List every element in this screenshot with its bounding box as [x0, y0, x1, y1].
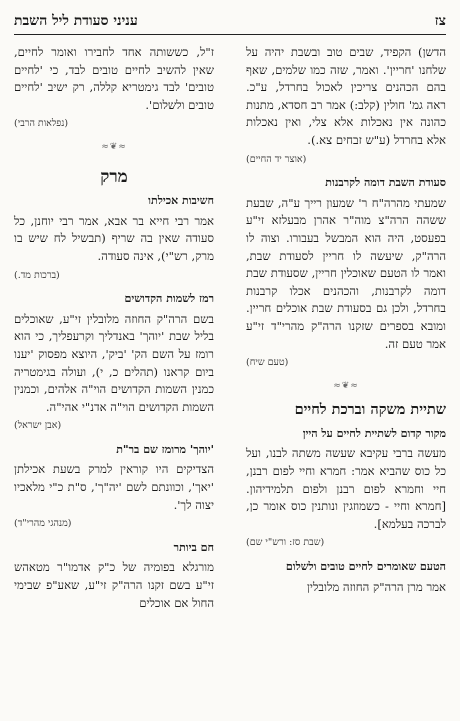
paragraph: הצדיקים היו קוראין למרק בשעת אכילתן 'יאך', וכוונתם לשם 'יה"ך', ס"ת כ"י מלאכיו יצוה לך'. [14, 462, 214, 512]
section-heading: מרק [100, 166, 128, 187]
ornament-divider: ≈❦≈ [333, 380, 359, 391]
paragraph: מעשה ברבי עקיבא שעשה משתה לבנו, ועל כל כוס שהביא אמר: חמרא וחיי לפום רבנן, חיי וחמרא לפום רבנן ולפום תלמידיהון. [חמרא וחיי - כשמוזגין ונותנין כוס אומר כן, לברכה בעלמא]. [246, 446, 446, 531]
section-heading: שתיית משקה וברכת לחיים [294, 401, 446, 419]
page-header [14, 8, 446, 35]
subheading: 'יוהך' מרומז שם בר"ת [116, 442, 214, 456]
source-citation: (שבת סז: ורש"י שם) [246, 537, 325, 549]
source-citation: (טעם שיח) [246, 357, 289, 369]
source-citation: (מנהגי מהרי"ד) [14, 518, 72, 530]
paragraph: אמר רבי חייא בר אבא, אמר רבי יוחנן, כל סעודה שאין בה שריף (תבשיל לח שיש בו מרק, רש"י), אינה סעודה. [14, 213, 214, 263]
paragraph: בשם הרה"ק החוזה מלובלין זי"ע, שאוכלים בליל שבת 'יוהך' באנדליך וקרעפליך, כי הוא רומז על השם הק' 'ביק', היוצא מפסוק 'יענו ביום קראנו (תהלים כ, י), ועולה בגימטריה כמנין השמות הקדושים הוי"ה אלהים, וכמנין השמות הקדושים הוי"ה אדנ"י אהי"ה. [14, 311, 214, 414]
paragraph: שמעתי מהרה"ח ר' שמעון רייך ע"ה, שבעת ששהה הרה"צ מוה"ר אהרן מבעלזא זי"ע בפעסט, היה הוא המבשל בעבורו. וצוה לו הרה"ק, שיעשה לו חריין לסעודת שבת, ואמר לו הטעם שאוכלין חריין, שסעודת שבת דומה לקרבנות, והכהנים אכלו קרבנות בחרדל, ולכן גם בסעודת שבת אוכלים חריין. ומובא בספרים שזקנו הרה"ק מהרי"ד זי"ע אמר טעם זה. [246, 195, 446, 351]
subheading: חם ביותר [173, 540, 214, 554]
paragraph: ז"ל, כששותה אחד לחבירו ואומר לחיים, שאין להשיב לחיים טובים לבד, כי 'לחיים טובים' לבד גימטריא קללה, רק ישיב 'לחיים טובים ולשלום'. [14, 45, 214, 112]
right-column [246, 44, 446, 596]
subheading: חשיבות אכילתו [148, 194, 214, 208]
source-citation: (ברכות מד.) [14, 269, 60, 281]
paragraph: אמר מרן הרה"ק החוזה מלובלין [306, 579, 446, 594]
paragraph: מורגלא בפומיה של כ"ק אדמו"ר מטאהש זי"ע בשם זקנו הרה"ק זי"ע, שאע"פ שבימי החול אם אוכלים [14, 560, 214, 610]
paragraph: הדשן) הקפיד, שבים טוב ובשבת יהיה על שלחנו 'חריין'. ואמר, שזה כמו שלמים, שאף בהם הכהנים צריכין לאכול בחרדל, ע"כ. ראה גמ' חולין (קלב:) אמר רב חסדא, מתנות כהונה אין נאכלות אלא צלי, ואין נאכלות אלא בחרדל (ע"ש זבחים צא.). [246, 45, 446, 147]
source-citation: (אבן ישראל) [14, 420, 62, 432]
source-citation: (נפלאות הרבי) [14, 118, 69, 130]
subheading: הטעם שאומרים לחיים טובים ולשלום [285, 560, 446, 574]
running-title: עניני סעודת ליל השבת [14, 12, 138, 29]
source-citation: (אוצר יד החיים) [246, 153, 307, 165]
subheading: מקור קדום לשתיית לחיים על היין [302, 426, 446, 440]
subheading: סעודת השבת דומה לקרבנות [325, 176, 446, 190]
left-column [14, 44, 214, 612]
page-number: צז [434, 12, 446, 29]
ornament-divider: ≈❦≈ [101, 141, 127, 152]
subheading: רמז לשמות הקדושים [124, 292, 214, 306]
